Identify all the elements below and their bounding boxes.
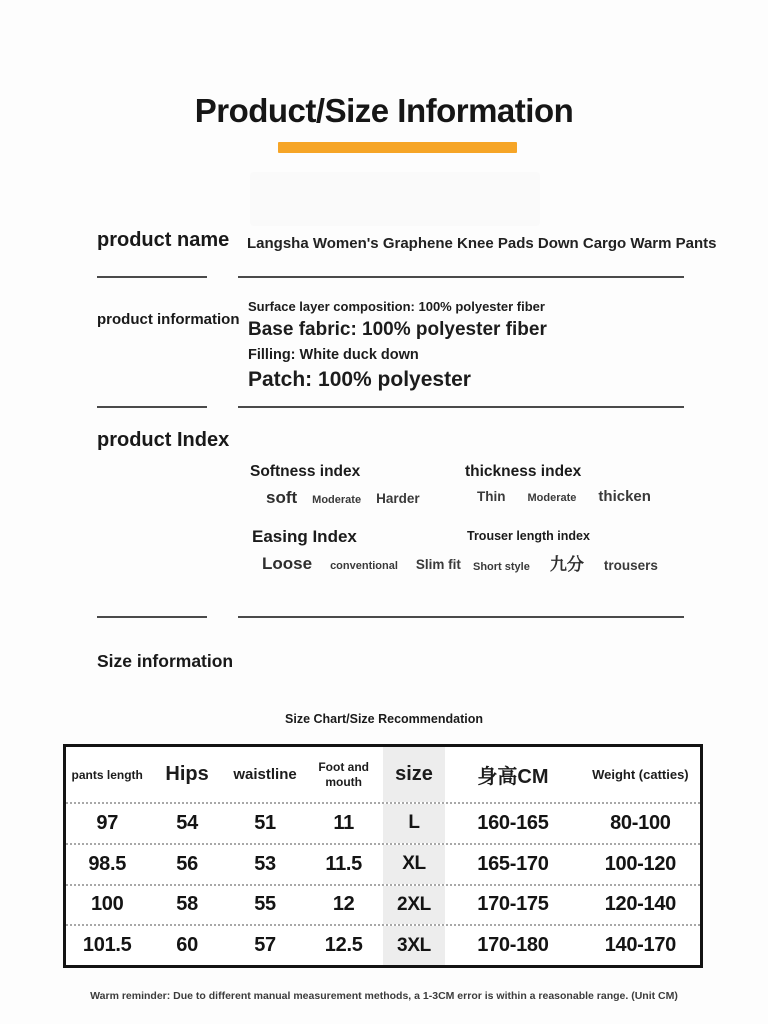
softness-option: Moderate	[312, 494, 362, 506]
table-row-size-3xl	[66, 926, 700, 965]
easing-option-selected: Loose	[262, 554, 313, 573]
easing-option: Slim fit	[415, 557, 461, 572]
cell-size: XL	[383, 845, 445, 884]
thickness-index-title: thickness index	[465, 463, 582, 480]
product-index-label: product Index	[97, 429, 230, 451]
trouser-length-index-options	[473, 550, 658, 575]
easing-index-group	[252, 527, 461, 574]
table-row-size-2xl	[66, 886, 700, 927]
cell-waistline: 57	[254, 934, 276, 957]
cell-size: L	[383, 804, 445, 843]
cell-waistline: 51	[254, 811, 276, 834]
col-header-hips: Hips	[165, 763, 209, 785]
cell-pants-length: 101.5	[82, 934, 132, 957]
col-header-weight: Weight (catties)	[592, 767, 689, 782]
cell-hips: 54	[176, 811, 198, 834]
trouser-length-index-title: Trouser length index	[467, 529, 590, 543]
divider-long	[238, 406, 684, 408]
softness-index-title: Softness index	[250, 463, 361, 480]
size-chart-title: Size Chart/Size Recommendation	[285, 712, 483, 726]
cell-hips: 56	[176, 852, 198, 875]
product-information-label: product information	[97, 311, 240, 328]
warm-reminder-note: Warm reminder: Due to different manual measurement methods, a 1-3CM error is within a reasonable range. (Unit CM)	[90, 990, 678, 1002]
info-line-base-fabric: Base fabric: 100% polyester fiber	[248, 319, 547, 340]
col-header-height-cm: 身高CM	[477, 766, 549, 788]
cell-weight: 140-170	[604, 934, 677, 957]
cell-height: 160-165	[477, 811, 549, 834]
cell-height: 170-175	[477, 893, 549, 916]
softness-option: Harder	[376, 491, 420, 506]
cell-hips: 60	[176, 934, 198, 957]
softness-index-options	[266, 488, 420, 508]
thickness-index-group	[465, 463, 651, 505]
info-line-surface: Surface layer composition: 100% polyester fiber	[248, 299, 545, 314]
table-header-row	[66, 747, 700, 804]
col-header-foot-and-mouth: Foot and mouth	[318, 760, 369, 789]
easing-index-title: Easing Index	[252, 527, 357, 546]
size-chart-table	[63, 744, 703, 968]
trouser-length-option: trousers	[603, 558, 658, 573]
divider-long	[238, 276, 684, 278]
cell-foot-and-mouth: 12.5	[324, 934, 363, 957]
cell-height: 170-180	[477, 934, 549, 957]
cell-height: 165-170	[477, 852, 549, 875]
trouser-length-option: Short style	[473, 561, 530, 573]
softness-option-selected: soft	[266, 488, 298, 507]
cell-waistline: 55	[254, 893, 276, 916]
info-line-patch: Patch: 100% polyester	[248, 368, 471, 391]
col-header-waistline: waistline	[233, 766, 297, 783]
table-row-size-xl	[66, 845, 700, 886]
cell-weight: 80-100	[610, 811, 671, 834]
cell-waistline: 53	[254, 852, 276, 875]
cell-foot-and-mouth: 11	[333, 811, 354, 834]
cell-weight: 100-120	[604, 852, 677, 875]
easing-option: conventional	[330, 560, 398, 572]
cell-foot-and-mouth: 11.5	[325, 852, 362, 875]
info-line-filling: Filling: White duck down	[248, 347, 419, 363]
product-name-value: Langsha Women's Graphene Knee Pads Down Cargo Warm Pants	[247, 235, 717, 252]
cell-weight: 120-140	[604, 893, 677, 916]
table-row-size-l	[66, 804, 700, 845]
softness-index-group	[250, 463, 420, 508]
divider-short	[97, 616, 207, 618]
size-information-label: Size information	[97, 651, 234, 671]
thickness-option: Thin	[477, 489, 506, 504]
trouser-length-index-group	[467, 529, 658, 575]
page-title: Product/Size Information	[194, 92, 574, 129]
cell-size: 2XL	[383, 886, 445, 925]
cell-size: 3XL	[383, 926, 445, 965]
cell-pants-length: 100	[90, 893, 124, 916]
faint-placeholder-box	[250, 172, 540, 226]
col-header-pants-length: pants length	[71, 767, 143, 782]
col-header-size: size	[383, 747, 445, 802]
divider-long	[238, 616, 684, 618]
easing-index-options	[262, 554, 461, 574]
title-accent-bar	[278, 142, 517, 153]
cell-hips: 58	[176, 893, 198, 916]
cell-foot-and-mouth: 12	[332, 893, 355, 916]
product-information-lines	[248, 299, 678, 392]
divider-short	[97, 406, 207, 408]
product-name-label: product name	[97, 229, 230, 251]
thickness-index-options	[477, 488, 651, 505]
trouser-length-option-selected: 九分	[549, 555, 584, 574]
cell-pants-length: 97	[96, 811, 119, 834]
thickness-option: Moderate	[527, 492, 577, 504]
thickness-option-selected: thicken	[598, 488, 651, 505]
divider-short	[97, 276, 207, 278]
cell-pants-length: 98.5	[88, 852, 127, 875]
